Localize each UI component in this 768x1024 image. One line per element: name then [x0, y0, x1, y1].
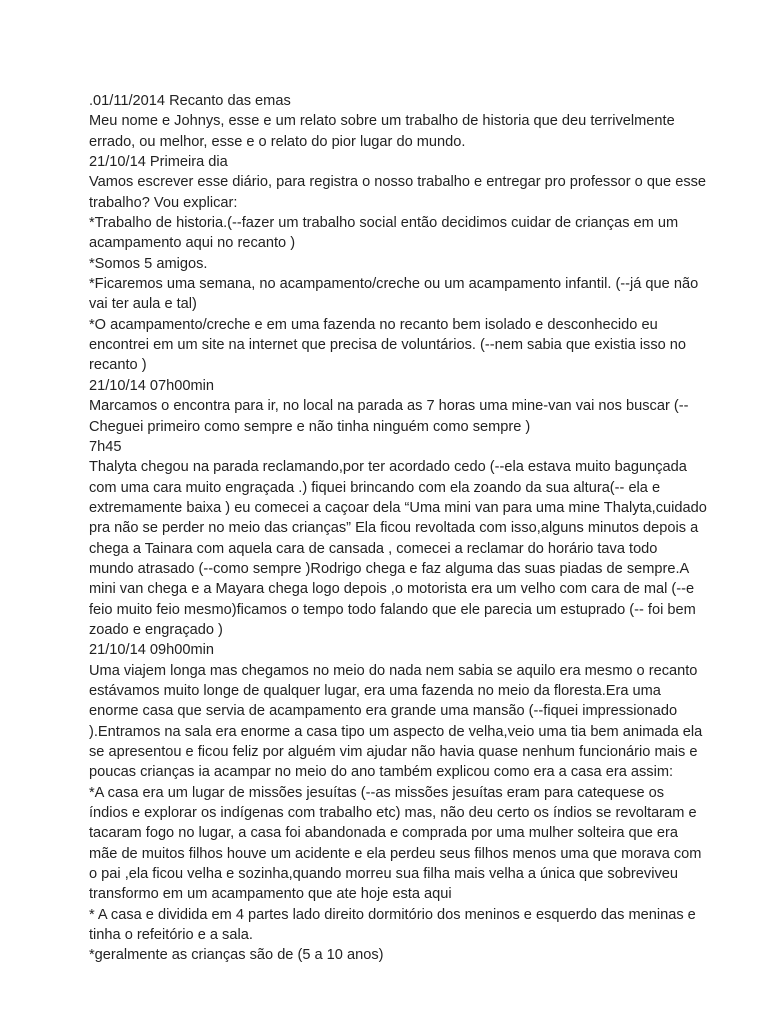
text-line: mundo atrasado (--como sempre )Rodrigo chega e faz alguma das suas piadas de sempre.A [89, 560, 690, 577]
text-line: tinha o refeitório e a sala. [89, 927, 253, 944]
text-line: Thalyta chegou na parada reclamando,por ter acordado cedo (--ela estava muito bagunçada [89, 459, 687, 476]
text-line: * A casa e dividida em 4 partes lado direito dormitório dos meninos e esquerdo das meninas e [89, 906, 696, 923]
text-line: encontrei em um site na internet que precisa de voluntários. (--nem sabia que existia isso no [89, 337, 687, 354]
text-line: poucas crianças ia acampar no meio do ano também explicou como era a casa era assim: [89, 764, 674, 781]
text-line: Marcamos o encontra para ir, no local na parada as 7 horas uma mine-van vai nos buscar (-- [89, 398, 689, 415]
text-line: chega a Tainara com aquela cara de cansada , comecei a reclamar do horário tava todo [89, 540, 658, 557]
text-line: trabalho? Vou explicar: [89, 194, 238, 211]
text-line: mãe de muitos filhos houve um acidente e ela perdeu seus filhos menos uma que morava com [89, 845, 702, 862]
text-line: 21/10/14 09h00min [89, 642, 214, 659]
text-line: *Ficaremos uma semana, no acampamento/creche ou um acampamento infantil. (--já que não [89, 276, 699, 293]
text-line: 21/10/14 Primeira dia [89, 154, 228, 171]
text-line: com uma cara muito engraçada .) fiquei brincando com ela zoando da sua altura(-- ela e [89, 479, 661, 496]
text-line: feio muito feio mesmo)ficamos o tempo todo falando que ele parecia um estuprado (-- foi bem [89, 601, 696, 618]
text-line: Meu nome e Johnys, esse e um relato sobre um trabalho de historia que deu terrivelmente [89, 113, 675, 130]
text-line: estávamos muito longe de qualquer lugar, era uma fazenda no meio da floresta.Era uma [89, 682, 661, 699]
text-line: se apresentou e ficou feliz por alguém vim ajudar não havia quase nenhum funcionário mais e [89, 744, 698, 760]
text-line: errado, ou melhor, esse e o relato do pior lugar do mundo. [89, 133, 466, 150]
text-line: vai ter aula e tal) [89, 296, 197, 313]
text-line: extremamente baixa ) eu comecei a caçoar dela “Uma mini van para uma mine Thalyta,cuidado [89, 499, 707, 516]
text-line: Cheguei primeiro como sempre e não tinha ninguém como sempre ) [89, 418, 531, 435]
text-line: 21/10/14 07h00min [89, 377, 214, 394]
text-line: pra não se perder no meio das crianças” Ela ficou revoltada com isso,alguns minutos depois a [89, 520, 699, 537]
text-line: transformo em um acampamento que ate hoje esta aqui [89, 886, 452, 903]
text-line: *O acampamento/creche e em uma fazenda no recanto bem isolado e desconhecido eu [89, 316, 658, 333]
text-line: *geralmente as crianças são de (5 a 10 anos) [89, 947, 384, 964]
text-line: *Somos 5 amigos. [89, 255, 208, 272]
text-line: *A casa era um lugar de missões jesuítas (--as missões jesuítas eram para catequese os [89, 784, 665, 801]
text-line: Vamos escrever esse diário, para registra o nosso trabalho e entregar pro professor o que esse [89, 174, 707, 191]
text-line: *Trabalho de historia.(--fazer um trabalho social então decidimos cuidar de crianças em um [89, 215, 679, 232]
text-line: .01/11/2014 Recanto das emas [89, 93, 291, 109]
document-body [89, 91, 729, 966]
text-line: índios e explorar os indígenas com trabalho etc) mas, não deu certo os índios se revoltaram e [89, 805, 697, 822]
text-line: enorme casa que servia de acampamento era grande uma mansão (--fiquei impressionado [89, 703, 678, 720]
text-line: ).Entramos na sala era enorme a casa tipo um aspecto de velha,veio uma tia bem animada ela [89, 723, 703, 740]
text-line: 7h45 [89, 438, 122, 455]
text-line: mini van chega e a Mayara chega logo depois ,o motorista era um velho com cara de mal (--e [89, 581, 695, 598]
text-line: acampamento aqui no recanto ) [89, 235, 296, 252]
text-line: o pai ,ela ficou velha e sozinha,quando morreu sua filha mais velha a única que sobreviveu [89, 866, 678, 883]
text-line: zoado e engraçado ) [89, 621, 223, 638]
text-line: recanto ) [89, 357, 147, 374]
text-line: Uma viajem longa mas chegamos no meio do nada nem sabia se aquilo era mesmo o recanto [89, 662, 698, 679]
text-line: tacaram fogo no lugar, a casa foi abandonada e comprada por uma mulher solteira que era [89, 825, 678, 842]
